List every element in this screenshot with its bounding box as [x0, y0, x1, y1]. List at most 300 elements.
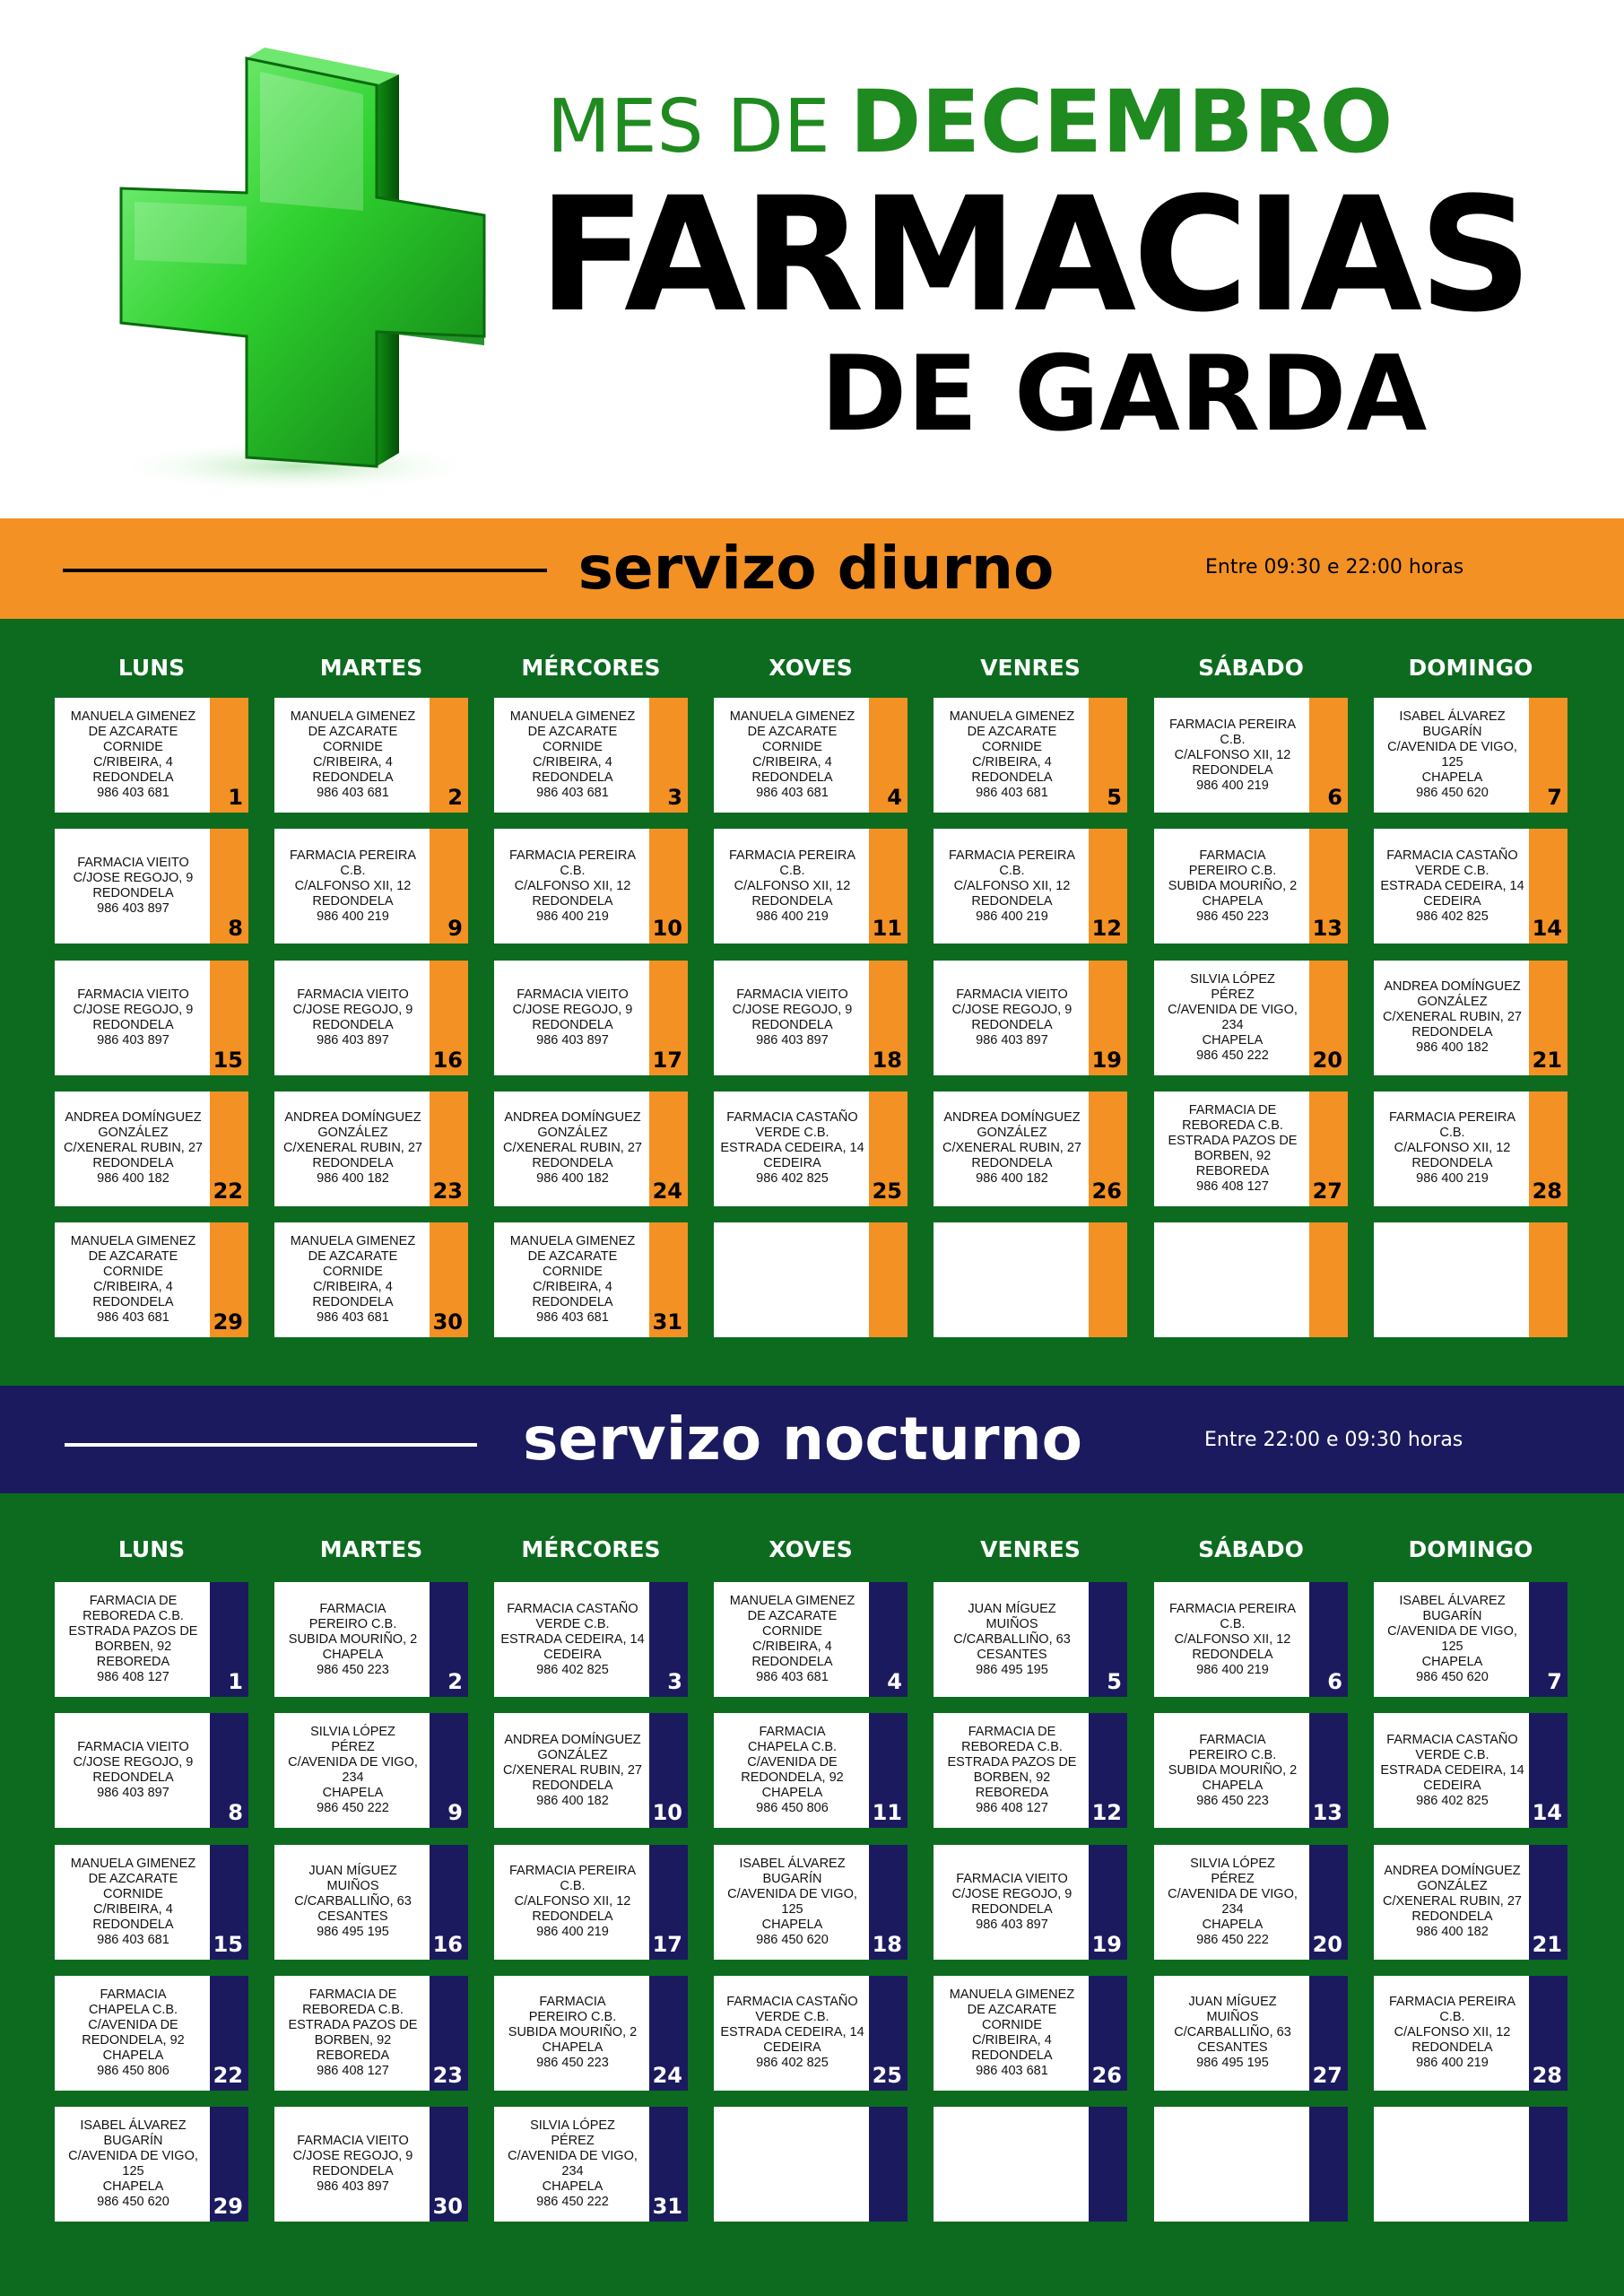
day-number: 3 — [667, 785, 682, 810]
pharmacy-info-line: FARMACIA PEREIRA — [1388, 1110, 1515, 1126]
pharmacy-info-line: FARMACIA PEREIRA — [1168, 717, 1296, 732]
pharmacy-info-line: 986 408 127 — [976, 1801, 1048, 1816]
day-number: 18 — [872, 1931, 902, 1957]
pharmacy-info-line: 234 — [342, 1770, 364, 1786]
pharmacy-info-line: REDONDELA — [971, 770, 1053, 785]
calendar-day-cell — [934, 1976, 1127, 2091]
weekday-header: SÁBADO — [1198, 655, 1304, 681]
calendar-day-cell — [714, 961, 908, 1075]
pharmacy-info — [1376, 1091, 1529, 1206]
pharmacy-info-line: C/XENERAL RUBIN, 27 — [1383, 1010, 1522, 1025]
pharmacy-info-line: JUAN MÍGUEZ — [308, 1864, 397, 1879]
pharmacy-info — [935, 1091, 1089, 1206]
day-number: 15 — [213, 1047, 243, 1073]
pharmacy-info — [1156, 961, 1309, 1075]
pharmacy-info-line: 986 403 681 — [317, 1310, 389, 1326]
calendar-day-cell — [1154, 1091, 1348, 1206]
weekday-header: VENRES — [980, 655, 1081, 681]
pharmacy-info-line: 986 400 182 — [97, 1171, 169, 1187]
pharmacy-info — [716, 2107, 869, 2222]
pharmacy-info-line: 234 — [1221, 1017, 1244, 1032]
pharmacy-info-line: FARMACIA PEREIRA — [948, 848, 1075, 863]
pharmacy-info-line: C/AVENIDA DE VIGO, — [288, 1755, 418, 1770]
pharmacy-info-line: REBOREDA — [316, 2048, 390, 2063]
weekday-header: MÉRCORES — [521, 1536, 661, 1562]
pharmacy-info — [935, 1582, 1089, 1697]
calendar-day-cell — [934, 961, 1127, 1075]
pharmacy-info-line: 986 400 182 — [536, 1793, 609, 1808]
pharmacy-info-line: CORNIDE — [543, 740, 603, 754]
weekday-header: XOVES — [769, 655, 853, 681]
day-number: 17 — [652, 1931, 682, 1957]
pharmacy-info — [1156, 1976, 1309, 2091]
day-number: 2 — [447, 785, 463, 810]
pharmacy-info-line: CESANTES — [977, 1647, 1047, 1662]
pharmacy-info — [1376, 829, 1529, 944]
pharmacy-info — [1156, 698, 1309, 813]
pharmacy-info-line: 986 403 897 — [317, 2179, 389, 2195]
day-number: 25 — [872, 1178, 902, 1204]
pharmacy-info — [276, 1713, 430, 1828]
day-number: 17 — [652, 1047, 682, 1073]
pharmacy-info-line: REDONDELA — [751, 1655, 833, 1669]
pharmacy-info-line: C/AVENIDA DE VIGO, — [508, 2149, 638, 2164]
pharmacy-info — [935, 2107, 1089, 2222]
month-name: DECEMBRO — [849, 72, 1394, 172]
pharmacy-info-line: C/ALFONSO XII, 12 — [294, 878, 412, 893]
calendar-day-cell — [934, 829, 1127, 944]
pharmacy-info-line: MANUELA GIMENEZ — [70, 709, 196, 724]
pharmacy-info-line: 986 403 681 — [97, 1310, 169, 1326]
pharmacy-info-line: BORBEN, 92 — [1194, 1148, 1272, 1163]
day-number: 30 — [432, 1309, 463, 1335]
pharmacy-info-line: CEDEIRA — [763, 2040, 821, 2056]
calendar-day-cell — [494, 1222, 688, 1337]
night-service-hours: Entre 22:00 e 09:30 horas — [1204, 1429, 1463, 1451]
calendar-day-cell — [1154, 829, 1348, 944]
pharmacy-info — [276, 1091, 430, 1206]
pharmacy-info-line: 986 400 219 — [756, 909, 829, 924]
pharmacy-info-line: 986 403 681 — [756, 786, 829, 800]
empty-calendar-cell — [1374, 1222, 1568, 1337]
pharmacy-info-line: 986 495 195 — [1196, 2056, 1269, 2071]
day-number: 1 — [228, 785, 243, 810]
day-service-calendar — [0, 619, 1624, 1386]
pharmacy-info-line: REDONDELA — [312, 1295, 394, 1310]
pharmacy-info-line: 125 — [1441, 755, 1463, 770]
pharmacy-info-line: 986 400 182 — [317, 1171, 389, 1187]
day-number: 28 — [1532, 1178, 1562, 1204]
pharmacy-info-line: REDONDELA — [312, 1156, 394, 1171]
month-prefix: MES DE — [547, 84, 830, 170]
day-number-strip — [1529, 2107, 1568, 2222]
calendar-day-cell — [714, 1713, 908, 1828]
pharmacy-info-line: FARMACIA CASTAÑO — [507, 1601, 638, 1616]
day-number: 31 — [652, 1309, 682, 1335]
pharmacy-info-line: 986 450 222 — [317, 1801, 389, 1816]
pharmacy-info-line: CORNIDE — [762, 1624, 822, 1639]
pharmacy-info-line: ANDREA DOMÍNGUEZ — [504, 1732, 641, 1747]
pharmacy-info-line: FARMACIA PEREIRA — [508, 848, 636, 863]
night-service-title: servizo nocturno — [523, 1405, 1082, 1474]
pharmacy-info-line: DE AZCARATE — [88, 1871, 178, 1886]
calendar-day-cell — [55, 1222, 248, 1337]
calendar-day-cell — [1374, 1976, 1568, 2091]
pharmacy-info-line: ESTRADA PAZOS DE — [947, 1755, 1077, 1770]
pharmacy-info-line: DE AZCARATE — [527, 725, 618, 739]
pharmacy-info-line: PÉREZ — [1211, 987, 1255, 1002]
pharmacy-info-line: PÉREZ — [331, 1740, 375, 1755]
pharmacy-info-line: CHAPELA — [761, 1917, 823, 1932]
pharmacy-info — [56, 1091, 210, 1206]
pharmacy-info-line: FARMACIA VIEITO — [956, 1871, 1068, 1886]
pharmacy-info-line: CHAPELA — [1202, 1917, 1264, 1932]
pharmacy-info — [496, 1713, 649, 1828]
pharmacy-info-line: REDONDELA — [532, 770, 613, 785]
pharmacy-info-line: REDONDELA — [971, 1901, 1053, 1917]
pharmacy-info-line: 986 400 219 — [536, 1925, 609, 1940]
pharmacy-info-line: C/CARBALLIÑO, 63 — [294, 1894, 412, 1909]
day-number: 10 — [652, 916, 682, 942]
calendar-day-cell — [494, 1845, 688, 1960]
day-number: 19 — [1091, 1931, 1122, 1957]
pharmacy-info-line: REDONDELA, 92 — [741, 1770, 844, 1786]
pharmacy-info-line: GONZÁLEZ — [98, 1126, 169, 1141]
pharmacy-info-line: SILVIA LÓPEZ — [530, 2118, 615, 2134]
pharmacy-info — [56, 1976, 210, 2091]
pharmacy-info-line: REDONDELA — [92, 1156, 174, 1171]
pharmacy-info-line: BORBEN, 92 — [314, 2032, 392, 2048]
pharmacy-info-line: C/JOSE REGOJO, 9 — [951, 1002, 1073, 1017]
pharmacy-info-line: REDONDELA — [92, 770, 174, 785]
pharmacy-info-line: 986 403 681 — [976, 786, 1048, 800]
calendar-day-cell — [55, 829, 248, 944]
pharmacy-info-line: REDONDELA — [751, 893, 833, 909]
calendar-day-cell — [55, 1845, 248, 1960]
empty-calendar-cell — [934, 1222, 1127, 1337]
empty-calendar-cell — [714, 1222, 908, 1337]
calendar-day-cell — [274, 961, 468, 1075]
calendar-day-cell — [714, 829, 908, 944]
pharmacy-info-line: C/JOSE REGOJO, 9 — [73, 1002, 194, 1017]
pharmacy-info-line: REDONDELA — [312, 2164, 394, 2179]
pharmacy-info-line: C/RIBEIRA, 4 — [972, 2032, 1052, 2048]
day-number: 26 — [1091, 2062, 1122, 2088]
pharmacy-info-line: FARMACIA PEREIRA — [1388, 1995, 1515, 2010]
pharmacy-info-line: VERDE C.B. — [755, 1126, 829, 1141]
pharmacy-info — [496, 961, 649, 1075]
pharmacy-info — [716, 961, 869, 1075]
day-number: 27 — [1312, 2062, 1342, 2088]
pharmacy-info-line: FARMACIA VIEITO — [956, 987, 1068, 1002]
pharmacy-info-line: REBOREDA C.B. — [961, 1740, 1063, 1755]
pharmacy-info-line: REDONDELA — [971, 1017, 1053, 1032]
day-number-strip — [1089, 1222, 1127, 1337]
pharmacy-info-line: 986 400 182 — [1416, 1040, 1489, 1056]
pharmacy-info-line: SUBIDA MOURIÑO, 2 — [288, 1631, 418, 1647]
calendar-day-cell — [55, 1091, 248, 1206]
pharmacy-info-line: C/ALFONSO XII, 12 — [1394, 2025, 1511, 2040]
calendar-day-cell — [494, 1976, 688, 2091]
pharmacy-info-line: CORNIDE — [982, 740, 1042, 754]
pharmacy-info-line: DE AZCARATE — [747, 1609, 838, 1623]
empty-calendar-cell — [1154, 2107, 1348, 2222]
pharmacy-info-line: DE AZCARATE — [967, 2002, 1057, 2017]
pharmacy-info — [1156, 829, 1309, 944]
pharmacy-info-line: MANUELA GIMENEZ — [949, 1987, 1075, 2002]
pharmacy-info-line: 986 400 219 — [1416, 2056, 1489, 2071]
calendar-day-cell — [494, 1091, 688, 1206]
calendar-day-cell — [274, 1222, 468, 1337]
pharmacy-info-line: PEREIRO C.B. — [1188, 863, 1277, 878]
pharmacy-info-line: SUBIDA MOURIÑO, 2 — [1168, 878, 1298, 893]
pharmacy-info-line: FARMACIA DE — [89, 1594, 178, 1608]
pharmacy-info-line: MUIÑOS — [986, 1616, 1038, 1631]
pharmacy-info-line: REDONDELA — [532, 1156, 613, 1171]
pharmacy-info-line: FARMACIA VIEITO — [297, 987, 409, 1002]
weekday-header: MARTES — [319, 655, 423, 681]
pharmacy-info-line: REDONDELA — [1192, 1647, 1273, 1662]
pharmacy-info-line: REDONDELA — [532, 1017, 613, 1032]
pharmacy-info-line: FARMACIA PEREIRA — [1168, 1601, 1296, 1616]
calendar-day-cell — [714, 1976, 908, 2091]
pharmacy-info-line: 986 403 681 — [536, 786, 609, 800]
pharmacy-info-line: FARMACIA — [1199, 1732, 1266, 1747]
calendar-day-cell — [1154, 1976, 1348, 2091]
pharmacy-info — [56, 961, 210, 1075]
pharmacy-info-line: 986 402 825 — [1416, 1793, 1489, 1808]
pharmacy-info — [1156, 1222, 1309, 1337]
pharmacy-info — [1376, 1582, 1529, 1697]
pharmacy-info-line: ISABEL ÁLVAREZ — [739, 1856, 846, 1871]
pharmacy-info-line: 986 400 182 — [1416, 1925, 1489, 1940]
day-number: 12 — [1091, 1800, 1122, 1826]
pharmacy-info — [1376, 1976, 1529, 2091]
pharmacy-info — [935, 1845, 1089, 1960]
pharmacy-info — [56, 2107, 210, 2222]
pharmacy-info-line: DE AZCARATE — [308, 1249, 398, 1265]
pharmacy-info-line: MANUELA GIMENEZ — [290, 1234, 416, 1249]
pharmacy-info-line: ESTRADA PAZOS DE — [288, 2017, 418, 2032]
pharmacy-info-line: FARMACIA VIEITO — [77, 856, 189, 871]
pharmacy-info-line: ISABEL ÁLVAREZ — [80, 2118, 187, 2134]
pharmacy-info-line: ESTRADA PAZOS DE — [1168, 1133, 1298, 1148]
pharmacy-info-line: 986 450 806 — [756, 1801, 829, 1816]
pharmacy-info-line: CEDEIRA — [543, 1647, 602, 1662]
weekday-header: DOMINGO — [1408, 1536, 1533, 1562]
pharmacy-info-line: DE AZCARATE — [88, 725, 178, 739]
night-service-band — [0, 1386, 1624, 1493]
day-number: 6 — [1327, 785, 1342, 810]
day-number: 14 — [1532, 916, 1562, 942]
pharmacy-info-line: CEDEIRA — [1423, 893, 1481, 909]
calendar-day-cell — [55, 961, 248, 1075]
pharmacy-info-line: C/RIBEIRA, 4 — [93, 1901, 173, 1917]
day-number: 20 — [1312, 1931, 1342, 1957]
pharmacy-info-line: C/XENERAL RUBIN, 27 — [283, 1141, 422, 1156]
pharmacy-info-line: SILVIA LÓPEZ — [1190, 971, 1275, 987]
calendar-day-cell — [55, 1582, 248, 1697]
pharmacy-info-line: 986 400 219 — [317, 909, 389, 924]
pharmacy-info-line: REDONDELA — [92, 886, 174, 901]
pharmacy-info-line: CHAPELA C.B. — [88, 2002, 178, 2017]
day-number-strip — [1089, 2107, 1127, 2222]
pharmacy-info-line: FARMACIA VIEITO — [736, 987, 848, 1002]
pharmacy-info-line: REDONDELA — [532, 1778, 613, 1793]
page-header — [0, 0, 1624, 518]
pharmacy-info-line: 986 450 620 — [1416, 1670, 1489, 1684]
pharmacy-info — [496, 1222, 649, 1337]
pharmacy-info-line: 986 450 222 — [536, 2195, 609, 2210]
pharmacy-info-line: CEDEIRA — [763, 1156, 821, 1171]
pharmacy-info-line: GONZÁLEZ — [317, 1126, 388, 1141]
pharmacy-info-line: 986 403 897 — [97, 901, 169, 917]
day-number: 5 — [1107, 785, 1122, 810]
pharmacy-info-line: REBOREDA C.B. — [302, 2002, 404, 2017]
calendar-day-cell — [1374, 829, 1568, 944]
pharmacy-info-line: BUGARÍN — [762, 1871, 822, 1886]
pharmacy-info-line: C/JOSE REGOJO, 9 — [73, 871, 194, 886]
day-service-title: servizo diurno — [578, 534, 1055, 603]
pharmacy-info-line: REDONDELA — [532, 1909, 613, 1925]
pharmacy-info-line: CHAPELA — [322, 1786, 384, 1801]
pharmacy-info — [716, 698, 869, 813]
pharmacy-info — [935, 1222, 1089, 1337]
pharmacy-info-line: PEREIRO C.B. — [308, 1616, 397, 1631]
pharmacy-info — [276, 1845, 430, 1960]
day-number: 20 — [1312, 1047, 1342, 1073]
pharmacy-info — [1376, 1713, 1529, 1828]
pharmacy-info-line: ESTRADA CEDEIRA, 14 — [720, 1141, 864, 1156]
pharmacy-info-line: MANUELA GIMENEZ — [290, 709, 416, 724]
pharmacy-info-line: C/XENERAL RUBIN, 27 — [503, 1141, 642, 1156]
day-number: 5 — [1107, 1669, 1122, 1694]
calendar-day-cell — [274, 1582, 468, 1697]
pharmacy-info-line: 986 403 897 — [97, 1786, 169, 1801]
calendar-day-cell — [714, 698, 908, 813]
day-number: 22 — [213, 2062, 243, 2088]
pharmacy-info-line: REDONDELA — [751, 1017, 833, 1032]
pharmacy-info-line: 125 — [1441, 1639, 1463, 1654]
pharmacy-info-line: ESTRADA CEDEIRA, 14 — [720, 2025, 864, 2040]
pharmacy-info — [1376, 1845, 1529, 1960]
pharmacy-info-line: C.B. — [779, 863, 805, 878]
pharmacy-info-line: 986 403 681 — [976, 2063, 1048, 2078]
weekday-header: LUNS — [117, 655, 186, 681]
pharmacy-info-line: ESTRADA CEDEIRA, 14 — [1380, 878, 1524, 893]
pharmacy-info-line: ESTRADA CEDEIRA, 14 — [1380, 1762, 1524, 1778]
pharmacy-info — [1376, 2107, 1529, 2222]
pharmacy-info-line: 234 — [561, 2164, 584, 2179]
day-number: 6 — [1327, 1669, 1342, 1694]
pharmacy-info-line: C/JOSE REGOJO, 9 — [951, 1886, 1073, 1901]
pharmacy-info-line: C.B. — [1220, 1616, 1246, 1631]
pharmacy-info-line: CESANTES — [1197, 2040, 1268, 2056]
pharmacy-info-line: FARMACIA PEREIRA — [508, 1864, 636, 1879]
day-number: 11 — [872, 916, 902, 942]
day-number: 30 — [432, 2194, 463, 2220]
day-number: 2 — [447, 1669, 463, 1694]
night-service-calendar — [0, 1493, 1624, 2296]
pharmacy-info-line: CEDEIRA — [1423, 1778, 1481, 1793]
pharmacy-info-line: SILVIA LÓPEZ — [310, 1725, 395, 1740]
pharmacy-info-line: CHAPELA — [542, 2040, 604, 2056]
pharmacy-info — [716, 1845, 869, 1960]
pharmacy-info-line: C.B. — [999, 863, 1025, 878]
pharmacy-info — [935, 829, 1089, 944]
pharmacy-info — [276, 1582, 430, 1697]
pharmacy-info-line: ANDREA DOMÍNGUEZ — [943, 1110, 1081, 1126]
pharmacy-info-line: 986 400 219 — [1196, 778, 1269, 793]
day-number: 21 — [1532, 1931, 1562, 1957]
pharmacy-info — [716, 1582, 869, 1697]
day-number: 7 — [1547, 785, 1562, 810]
pharmacy-info-line: REDONDELA — [971, 893, 1053, 909]
pharmacy-info-line: C/ALFONSO XII, 12 — [953, 878, 1071, 893]
pharmacy-info-line: C/JOSE REGOJO, 9 — [732, 1002, 853, 1017]
pharmacy-info-line: REBOREDA — [1195, 1163, 1270, 1178]
pharmacy-info — [56, 1845, 210, 1960]
day-number-strip — [869, 1222, 908, 1337]
pharmacy-info-line: 986 400 182 — [976, 1171, 1048, 1187]
weekday-header: SÁBADO — [1198, 1536, 1304, 1562]
calendar-day-cell — [55, 1713, 248, 1828]
pharmacy-info-line: REDONDELA — [312, 893, 394, 909]
pharmacy-info-line: REDONDELA — [312, 770, 394, 785]
calendar-day-cell — [934, 1582, 1127, 1697]
day-number: 16 — [432, 1047, 463, 1073]
pharmacy-info — [56, 1713, 210, 1828]
pharmacy-info-line: ISABEL ÁLVAREZ — [1399, 1594, 1506, 1608]
pharmacy-info-line: 986 450 223 — [1196, 1793, 1269, 1808]
pharmacy-info — [496, 1845, 649, 1960]
pharmacy-info-line: REDONDELA, 92 — [82, 2032, 185, 2048]
pharmacy-info-line: REDONDELA — [971, 1156, 1053, 1171]
pharmacy-info-line: 986 495 195 — [976, 1662, 1048, 1677]
pharmacy-info-line: ANDREA DOMÍNGUEZ — [1384, 979, 1521, 995]
day-number: 22 — [213, 1178, 243, 1204]
day-service-band — [0, 518, 1624, 619]
pharmacy-info-line: FARMACIA — [100, 1987, 167, 2002]
pharmacy-info — [56, 1222, 210, 1337]
pharmacy-info-line: FARMACIA VIEITO — [297, 2134, 409, 2149]
pharmacy-info-line: C.B. — [1439, 1126, 1465, 1141]
pharmacy-info-line: C/AVENIDA DE VIGO, — [68, 2149, 198, 2164]
pharmacy-info-line: 986 403 897 — [976, 1917, 1048, 1932]
day-number: 9 — [447, 1800, 463, 1826]
pharmacy-info-line: ANDREA DOMÍNGUEZ — [1384, 1864, 1521, 1879]
pharmacy-info-line: REDONDELA — [971, 2048, 1053, 2063]
empty-calendar-cell — [934, 2107, 1127, 2222]
pharmacy-info-line: 986 450 222 — [1196, 1048, 1269, 1063]
pharmacy-info — [1156, 1091, 1309, 1206]
day-service-hours: Entre 09:30 e 22:00 horas — [1205, 556, 1464, 578]
day-number-strip — [869, 2107, 908, 2222]
pharmacy-info-line: VERDE C.B. — [755, 2010, 829, 2025]
calendar-day-cell — [714, 1091, 908, 1206]
day-number: 1 — [228, 1669, 243, 1694]
pharmacy-info-line: 986 402 825 — [756, 2056, 829, 2071]
day-number: 13 — [1312, 916, 1342, 942]
pharmacy-info-line: DE AZCARATE — [747, 725, 838, 739]
pharmacy-info-line: BUGARÍN — [103, 2134, 163, 2149]
pharmacy-info-line: C/XENERAL RUBIN, 27 — [503, 1762, 642, 1778]
calendar-day-cell — [934, 1091, 1127, 1206]
pharmacy-info-line: VERDE C.B. — [535, 1616, 610, 1631]
pharmacy-info — [1376, 1222, 1529, 1337]
pharmacy-info-line: C/JOSE REGOJO, 9 — [512, 1002, 633, 1017]
pharmacy-info-line: CHAPELA — [1421, 770, 1483, 785]
